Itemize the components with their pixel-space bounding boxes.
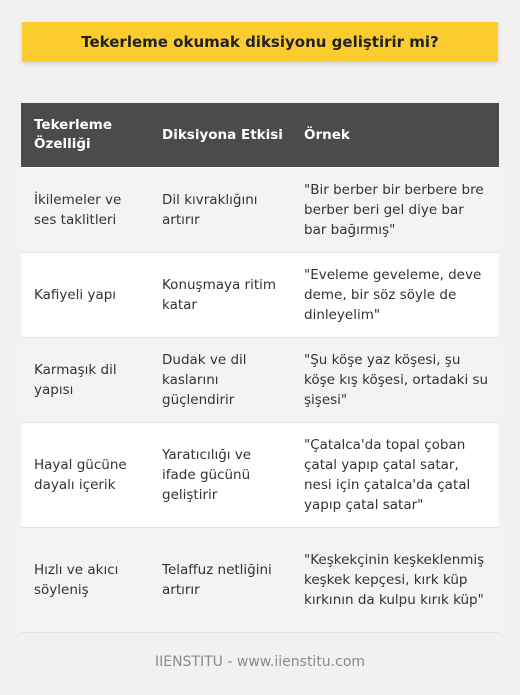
table-cell-example: "Bir berber bir berbere bre berber beri gel diye bar bar bağırmış" [291, 168, 499, 253]
page-title: Tekerleme okumak diksiyonu geliştirir mi? [81, 33, 439, 51]
column-header-effect: Diksiyona Etkisi [149, 103, 291, 168]
table-cell-example: "Çatalca'da topal çoban çatal yapıp çatal satar, nesi için çatalca'da çatal yapıp çatal satar" [291, 423, 499, 528]
table-row [21, 168, 499, 253]
table-cell-feature: İkilemeler ve ses taklitleri [21, 168, 149, 253]
table-cell-effect: Telaffuz netliğini artırır [149, 528, 291, 633]
table-cell-effect: Dudak ve dil kaslarını güçlendirir [149, 338, 291, 423]
column-header-feature: Tekerleme Özelliği [21, 103, 149, 168]
table-cell-feature: Karmaşık dil yapısı [21, 338, 149, 423]
table-cell-effect: Dil kıvraklığını artırır [149, 168, 291, 253]
table-cell-feature: Hızlı ve akıcı söyleniş [21, 528, 149, 633]
table-row [21, 528, 499, 633]
table-cell-feature: Kafiyeli yapı [21, 253, 149, 338]
column-header-example: Örnek [291, 103, 499, 168]
footer-credit: IIENSTITU - www.iienstitu.com [154, 654, 366, 670]
table-cell-feature: Hayal gücüne dayalı içerik [21, 423, 149, 528]
table-cell-example: "Keşkekçinin keşkeklenmiş keşkek kepçesi, kırk küp kırkının da kulpu kırık küp" [291, 528, 499, 633]
table-row [21, 338, 499, 423]
table-row [21, 423, 499, 528]
table-cell-example: "Şu köşe yaz köşesi, şu köşe kış köşesi, ortadaki su şişesi" [291, 338, 499, 423]
table-header-row [21, 103, 499, 168]
table-row [21, 253, 499, 338]
title-banner [22, 22, 498, 62]
table-cell-effect: Yaratıcılığı ve ifade gücünü geliştirir [149, 423, 291, 528]
table-cell-effect: Konuşmaya ritim katar [149, 253, 291, 338]
table-cell-example: "Eveleme geveleme, deve deme, bir söz söyle de dinleyelim" [291, 253, 499, 338]
data-table [21, 103, 499, 633]
